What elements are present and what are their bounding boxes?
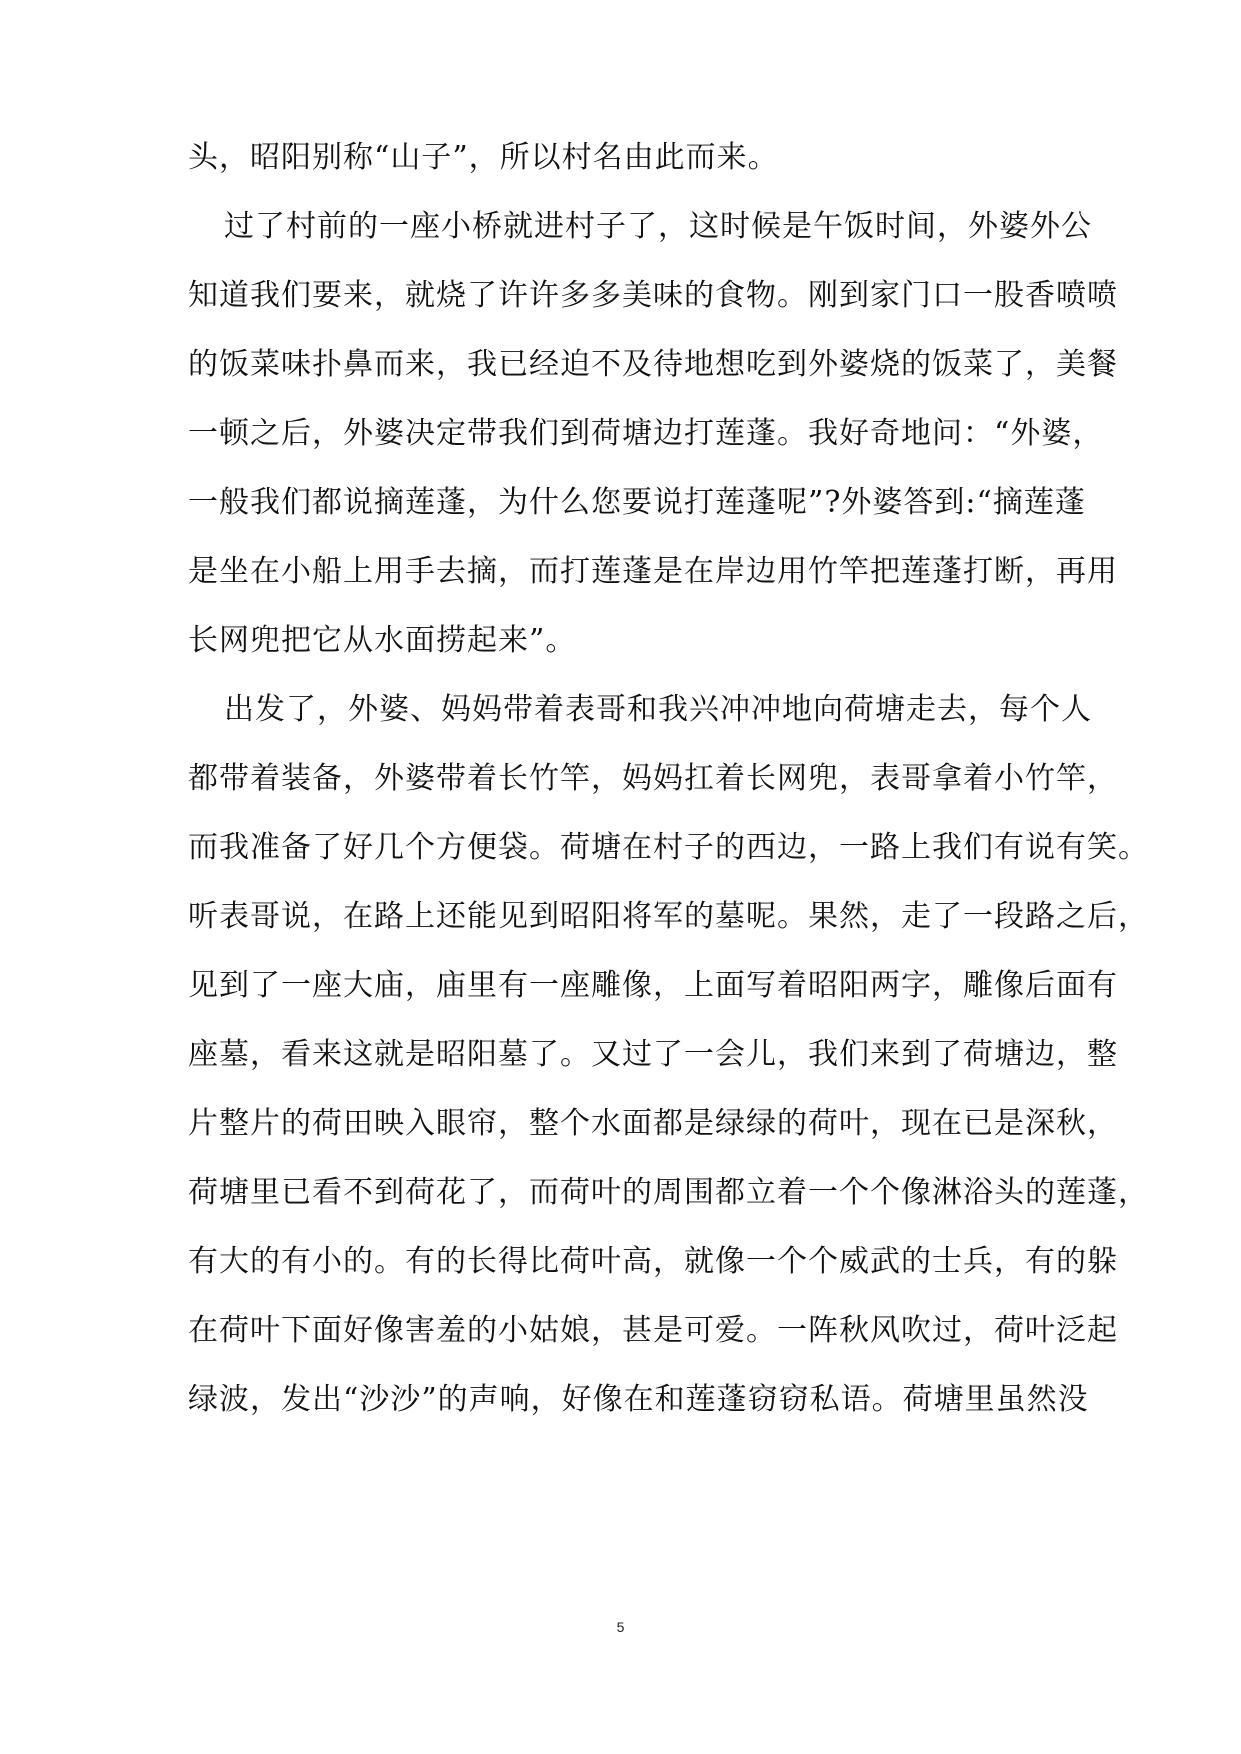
text-line: 头，昭阳别称“山子”，所以村名由此而来。: [188, 140, 779, 175]
text-line: 在荷叶下面好像害羞的小姑娘，甚是可爱。一阵秋风吹过，荷叶泛起: [188, 1313, 1118, 1348]
text-line: 过了村前的一座小桥就进村子了，这时候是午饭时间，外婆外公: [224, 209, 1092, 244]
text-line: 绿波，发出“沙沙”的声响，好像在和莲蓬窃窃私语。荷塘里虽然没: [188, 1382, 1089, 1417]
text-line: 知道我们要来，就烧了许许多多美味的食物。刚到家门口一股香喷喷: [188, 278, 1118, 313]
text-line: 片整片的荷田映入眼帘，整个水面都是绿绿的荷叶，现在已是深秋，: [188, 1106, 1118, 1141]
text-line: 见到了一座大庙，庙里有一座雕像，上面写着昭阳两字，雕像后面有: [188, 968, 1118, 1003]
text-line: 有大的有小的。有的长得比荷叶高，就像一个个威武的士兵，有的躲: [188, 1244, 1118, 1279]
text-line: 出发了，外婆、妈妈带着表哥和我兴冲冲地向荷塘走去，每个人: [224, 692, 1092, 727]
text-line: 一般我们都说摘莲蓬，为什么您要说打莲蓬呢”?外婆答到:“摘莲蓬: [188, 485, 1086, 520]
text-line: 的饭菜味扑鼻而来，我已经迫不及待地想吃到外婆烧的饭菜了，美餐: [188, 347, 1118, 382]
text-line: 听表哥说，在路上还能见到昭阳将军的墓呢。果然，走了一段路之后，: [188, 899, 1149, 934]
text-line: 都带着装备，外婆带着长竹竿，妈妈扛着长网兜，表哥拿着小竹竿，: [188, 761, 1118, 796]
text-line: 长网兜把它从水面捞起来”。: [188, 623, 577, 658]
text-line: 荷塘里已看不到荷花了，而荷叶的周围都立着一个个像淋浴头的莲蓬，: [188, 1175, 1149, 1210]
text-line: 一顿之后，外婆决定带我们到荷塘边打莲蓬。我好奇地问：“外婆，: [188, 416, 1104, 451]
page-number: 5: [616, 1619, 625, 1635]
text-line: 座墓，看来这就是昭阳墓了。又过了一会儿，我们来到了荷塘边，整: [188, 1037, 1118, 1072]
text-line: 而我准备了好几个方便袋。荷塘在村子的西边，一路上我们有说有笑。: [188, 830, 1149, 865]
text-line: 是坐在小船上用手去摘，而打莲蓬是在岸边用竹竿把莲蓬打断，再用: [188, 554, 1118, 589]
